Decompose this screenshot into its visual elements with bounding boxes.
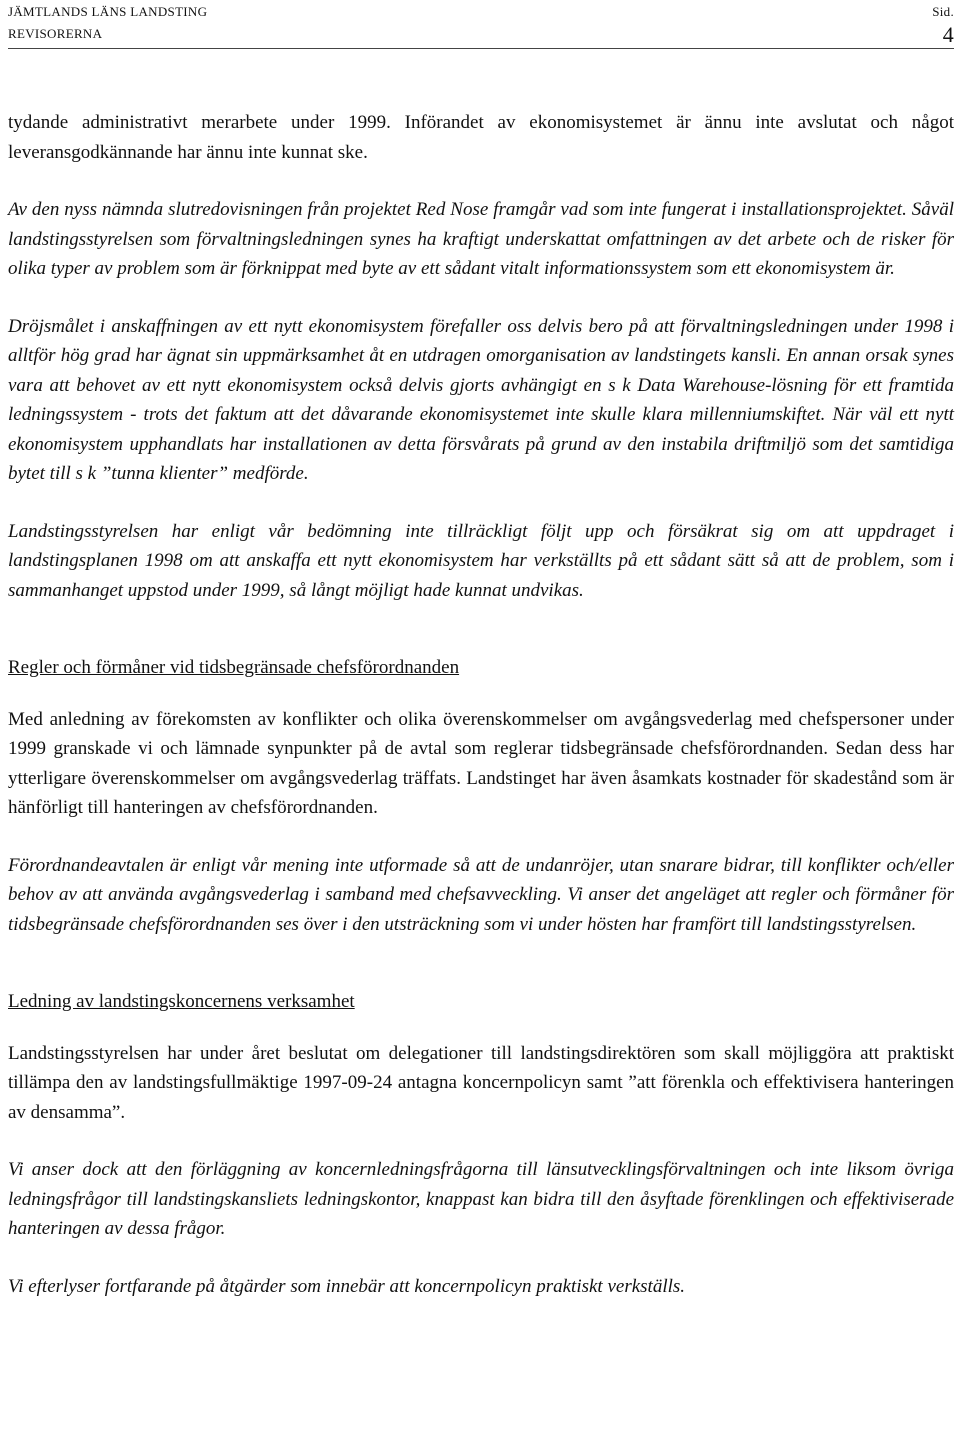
paragraph-5: Med anledning av förekomsten av konflikter och olika överenskommelser om avgångsvederlag med chefspersoner under 1999 granskade vi och lämnade synpunkter på de avtal som reglerar tidsbegränsade chefsförordnanden. Sedan dess har ytterligare överenskommelser om avgångsvederlag träffats. Landstinget har även åsamkats kostnader för skadestånd som är hänförligt till hanteringen av chefsförordnanden. [8,708,954,818]
page-header [8,4,954,49]
paragraph-6: Förordnandeavtalen är enligt vår mening inte utformade så att de undanröjer, utan snarare bidrar, till konflikter och/eller behov av att använda avgångsvederlag i samband med chefsavveckling. Vi anser det angeläget att regler och förmåner för tidsbegränsade chefsförordnanden ses över i den utsträckning som vi under hösten har framfört till landstingsstyrelsen. [8,854,954,935]
paragraph-3: Dröjsmålet i anskaffningen av ett nytt ekonomisystem förefaller oss delvis bero på att förvaltningsledningen under 1998 i alltför hög grad har ägnat sin uppmärksamhet åt en utdragen omorganisation av landstingets kansli. En annan orsak synes vara att behovet av ett nytt ekonomisystem också delvis gjorts avhängigt en s k Data Warehouse-lösning för ett framtida ledningssystem - trots det faktum att det dåvarande ekonomisystemet inte skulle klara millenniumskiftet. När väl ett nytt ekonomisystem upphandlats har installationen av detta försvårats på grund av den instabila driftmiljö som det samtidiga bytet till s k ”tunna klienter” medförde. [8,315,954,484]
paragraph-1: tydande administrativt merarbete under 1999. Införandet av ekonomisystemet är ännu inte avslutat och något leveransgodkännande har ännu inte kunnat ske. [8,112,954,163]
organization-name: JÄMTLANDS LÄNS LANDSTING [8,4,208,19]
section-heading-koncernledning: Ledning av landstingskoncernens verksamhet [8,991,355,1012]
paragraph-9: Vi efterlyser fortfarande på åtgärder som innebär att koncernpolicyn praktiskt verkställs. [8,1275,686,1297]
section-heading-chefsforordnanden: Regler och förmåner vid tidsbegränsade chefsförordnanden [8,657,460,678]
paragraph-2: Av den nyss nämnda slutredovisningen från projektet Red Nose framgår vad som inte fungerat i installationsprojektet. Såväl landstingsstyrelsen som förvaltningsledningen synes ha kraftigt underskattat omfattningen av det arbete och de risker för olika typer av problem som är förknippat med byte av ett sådant vitalt informationssystem som ett ekonomisystem är. [8,199,954,279]
department-name: REVISORERNA [8,26,103,41]
document-body [8,108,954,1329]
paragraph-7: Landstingsstyrelsen har under året beslutat om delegationer till landstingsdirektören som skall möjliggöra att praktiskt tillämpa den av landstingsfullmäktige 1997-09-24 antagna koncernpolicyn samt ”att förenkla och effektivisera hanteringen av densamma”. [8,1042,954,1123]
paragraph-8: Vi anser dock att den förläggning av koncernledningsfrågorna till länsutvecklingsförvaltningen och inte liksom övriga ledningsfrågor till landstingskansliets ledningskontor, knappast kan bidra till den åsyftade förenklingen och effektiviserade hanteringen av dessa frågor. [8,1159,954,1239]
page-label: Sid. [932,4,954,19]
paragraph-4: Landstingsstyrelsen har enligt vår bedömning inte tillräckligt följt upp och försäkrat sig om att uppdraget i landstingsplanen 1998 om att anskaffa ett nytt ekonomisystem har verkställts på ett sådant sätt så att de problem, som i sammanhanget uppstod under 1999, så långt möjligt hade kunnat undvikas. [8,520,954,601]
page-number: 4 [942,22,954,47]
